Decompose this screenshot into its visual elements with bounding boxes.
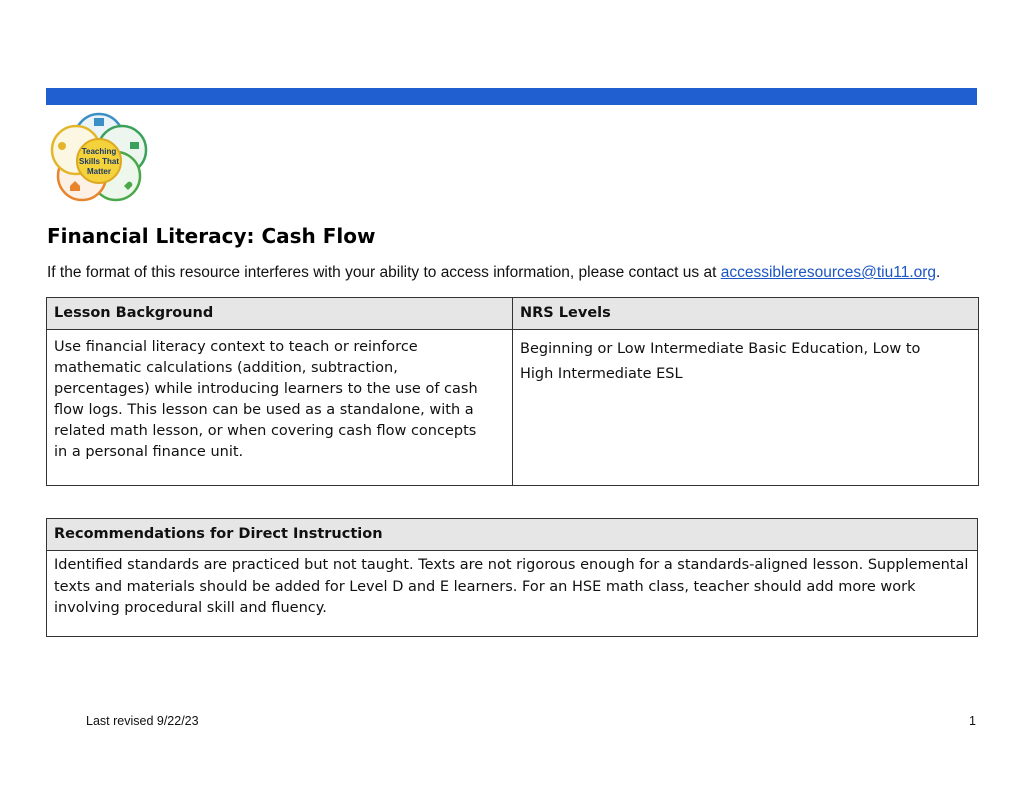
teaching-skills-logo [46, 108, 152, 210]
monitor-icon [130, 142, 139, 149]
logo-text-line-2: Skills That [78, 157, 120, 166]
recommendation-line: Identified standards are practiced but not taught. Texts are not rigorous enough for a standards-aligned lesson. Supplemental [54, 557, 969, 573]
lesson-background-header: Lesson Background [47, 298, 513, 330]
recommendations-cell [47, 551, 978, 637]
background-line: related math lesson, or when covering cash flow concepts [54, 423, 477, 439]
logo-text-line-3: Matter [86, 167, 112, 176]
accessibility-email-link[interactable]: accessibleresources@tiu11.org [720, 264, 937, 281]
background-line: flow logs. This lesson can be used as a standalone, with a [54, 402, 474, 418]
lightbulb-icon [58, 142, 66, 150]
background-line: percentages) while introducing learners to the use of cash [54, 381, 478, 397]
background-line: Use financial literacy context to teach or reinforce [54, 339, 418, 355]
nrs-levels-header: NRS Levels [513, 298, 979, 330]
last-revised-date: Last revised 9/22/23 [86, 714, 199, 728]
lesson-table [46, 297, 979, 486]
recommendations-header: Recommendations for Direct Instruction [47, 519, 978, 551]
page-number: 1 [969, 714, 976, 728]
background-line: mathematic calculations (addition, subtraction, [54, 360, 398, 376]
accessibility-note-text: If the format of this resource interferes with your ability to access information, please contact us at [47, 264, 721, 281]
recommendation-line: texts and materials should be added for Level D and E learners. For an HSE math class, teacher should add more work [54, 578, 916, 595]
accessibility-note-period: . [936, 264, 941, 281]
accessibility-note [47, 264, 940, 282]
nrs-levels-cell [513, 330, 979, 486]
background-line: in a personal finance unit. [54, 444, 244, 460]
nrs-line: Beginning or Low Intermediate Basic Education, Low to [520, 341, 921, 357]
tablet-icon [94, 118, 104, 126]
nrs-line: High Intermediate ESL [520, 366, 683, 382]
recommendations-table [46, 518, 978, 637]
header-color-bar [46, 88, 977, 105]
lesson-background-cell [47, 330, 513, 486]
recommendation-line: involving procedural skill and fluency. [54, 600, 327, 616]
logo-text-line-1: Teaching [81, 147, 117, 156]
page-title: Financial Literacy: Cash Flow [47, 224, 376, 248]
